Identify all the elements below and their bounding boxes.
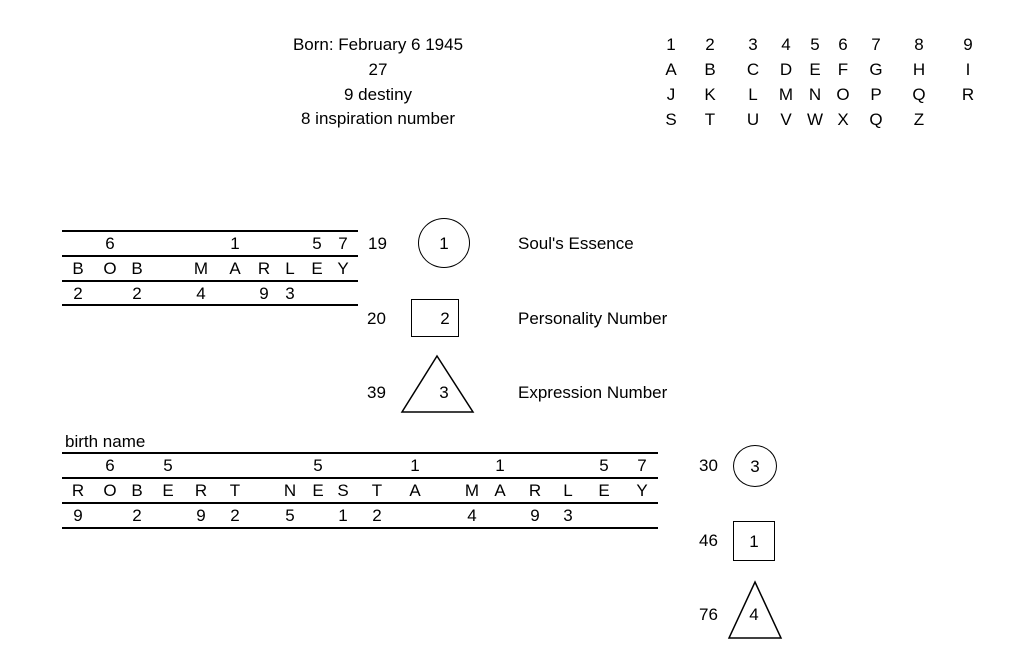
letter-cell: K bbox=[704, 85, 716, 104]
divider-line bbox=[62, 452, 658, 454]
divider-line bbox=[62, 230, 358, 232]
digit-cell: 2 bbox=[705, 35, 715, 54]
name-letter: R bbox=[71, 481, 85, 500]
letter-cell: H bbox=[912, 60, 926, 79]
consonant-value: 9 bbox=[73, 506, 83, 525]
consonant-value: 2 bbox=[73, 284, 83, 303]
name-letter: T bbox=[371, 481, 383, 500]
soul-total: 19 bbox=[368, 234, 387, 253]
consonant-value: 2 bbox=[230, 506, 240, 525]
name-letter: R bbox=[257, 259, 271, 278]
name-letter: L bbox=[563, 481, 573, 500]
name-letter: O bbox=[103, 481, 117, 500]
consonant-value: 2 bbox=[132, 284, 142, 303]
name-letter: B bbox=[131, 259, 143, 278]
divider-line bbox=[62, 280, 358, 282]
consonant-value: 9 bbox=[259, 284, 269, 303]
personality-label: Personality Number bbox=[518, 309, 668, 328]
letter-cell: L bbox=[748, 85, 758, 104]
vowel-value: 5 bbox=[163, 456, 173, 475]
letter-cell: U bbox=[746, 110, 760, 129]
letter-cell: R bbox=[961, 85, 975, 104]
consonant-value: 1 bbox=[338, 506, 348, 525]
name-letter: T bbox=[229, 481, 241, 500]
expression-value: 3 bbox=[439, 383, 449, 402]
name-letter: E bbox=[312, 481, 324, 500]
digit-cell: 8 bbox=[914, 35, 924, 54]
letter-cell: Q bbox=[869, 110, 883, 129]
digit-cell: 1 bbox=[666, 35, 676, 54]
vowel-value: 6 bbox=[105, 234, 115, 253]
letter-cell: G bbox=[869, 60, 883, 79]
consonant-value: 4 bbox=[467, 506, 477, 525]
digit-cell: 7 bbox=[871, 35, 881, 54]
personality-total: 20 bbox=[367, 309, 386, 328]
divider-line bbox=[62, 304, 358, 306]
expression-label: Expression Number bbox=[518, 383, 668, 402]
soul-label: Soul's Essence bbox=[518, 234, 634, 253]
name-letter: S bbox=[337, 481, 349, 500]
consonant-value: 9 bbox=[530, 506, 540, 525]
vowel-value: 5 bbox=[313, 456, 323, 475]
name-letter: E bbox=[311, 259, 323, 278]
personality-square bbox=[411, 299, 459, 337]
name-letter: A bbox=[494, 481, 506, 500]
expression-triangle bbox=[400, 354, 475, 414]
digit-cell: 3 bbox=[748, 35, 758, 54]
soul-total: 30 bbox=[699, 456, 718, 475]
consonant-value: 5 bbox=[285, 506, 295, 525]
date-sum: 27 bbox=[368, 60, 388, 79]
vowel-value: 5 bbox=[312, 234, 322, 253]
name-letter: Y bbox=[636, 481, 648, 500]
letter-cell: S bbox=[665, 110, 677, 129]
name-letter: O bbox=[103, 259, 117, 278]
letter-cell: C bbox=[746, 60, 760, 79]
letter-cell: D bbox=[779, 60, 793, 79]
expression-value: 4 bbox=[749, 605, 759, 624]
vowel-value: 1 bbox=[230, 234, 240, 253]
soul-value: 3 bbox=[750, 457, 760, 476]
name-letter: A bbox=[409, 481, 421, 500]
divider-line bbox=[62, 255, 358, 257]
name-letter: E bbox=[162, 481, 174, 500]
divider-line bbox=[62, 527, 658, 529]
vowel-value: 1 bbox=[495, 456, 505, 475]
name-letter: R bbox=[194, 481, 208, 500]
letter-cell: V bbox=[780, 110, 792, 129]
letter-cell: J bbox=[666, 85, 676, 104]
letter-cell: T bbox=[704, 110, 716, 129]
consonant-value: 3 bbox=[285, 284, 295, 303]
letter-cell: A bbox=[665, 60, 677, 79]
name-letter: M bbox=[193, 259, 209, 278]
digit-cell: 6 bbox=[838, 35, 848, 54]
letter-cell: E bbox=[809, 60, 821, 79]
name-letter: Y bbox=[337, 259, 349, 278]
birth-name-label: birth name bbox=[65, 432, 146, 451]
soul-value: 1 bbox=[439, 234, 449, 253]
digit-cell: 5 bbox=[810, 35, 820, 54]
consonant-value: 9 bbox=[196, 506, 206, 525]
letter-cell: P bbox=[870, 85, 882, 104]
consonant-value: 2 bbox=[132, 506, 142, 525]
letter-cell: X bbox=[837, 110, 849, 129]
letter-cell: I bbox=[965, 60, 971, 79]
digit-cell: 4 bbox=[781, 35, 791, 54]
name-letter: L bbox=[285, 259, 295, 278]
consonant-value: 4 bbox=[196, 284, 206, 303]
consonant-value: 2 bbox=[372, 506, 382, 525]
name-letter: A bbox=[229, 259, 241, 278]
name-letter: B bbox=[72, 259, 84, 278]
personality-total: 46 bbox=[699, 531, 718, 550]
letter-cell: B bbox=[704, 60, 716, 79]
vowel-value: 5 bbox=[599, 456, 609, 475]
name-letter: R bbox=[528, 481, 542, 500]
letter-cell: Q bbox=[912, 85, 926, 104]
name-letter: E bbox=[598, 481, 610, 500]
expression-total: 76 bbox=[699, 605, 718, 624]
vowel-value: 7 bbox=[637, 456, 647, 475]
digit-cell: 9 bbox=[963, 35, 973, 54]
destiny-number: 9 destiny bbox=[343, 85, 413, 104]
letter-cell: W bbox=[806, 110, 824, 129]
vowel-value: 1 bbox=[410, 456, 420, 475]
name-letter: M bbox=[464, 481, 480, 500]
vowel-value: 7 bbox=[338, 234, 348, 253]
vowel-value: 6 bbox=[105, 456, 115, 475]
letter-cell: N bbox=[808, 85, 822, 104]
inspiration-number: 8 inspiration number bbox=[300, 109, 456, 128]
consonant-value: 3 bbox=[563, 506, 573, 525]
letter-cell: M bbox=[778, 85, 794, 104]
letter-cell: O bbox=[836, 85, 850, 104]
letter-cell: Z bbox=[913, 110, 925, 129]
personality-value: 1 bbox=[749, 532, 759, 551]
birth-date: Born: February 6 1945 bbox=[292, 35, 464, 54]
expression-total: 39 bbox=[367, 383, 386, 402]
personality-value: 2 bbox=[440, 309, 450, 328]
letter-cell: F bbox=[837, 60, 849, 79]
divider-line bbox=[62, 477, 658, 479]
name-letter: N bbox=[283, 481, 297, 500]
name-letter: B bbox=[131, 481, 143, 500]
divider-line bbox=[62, 502, 658, 504]
